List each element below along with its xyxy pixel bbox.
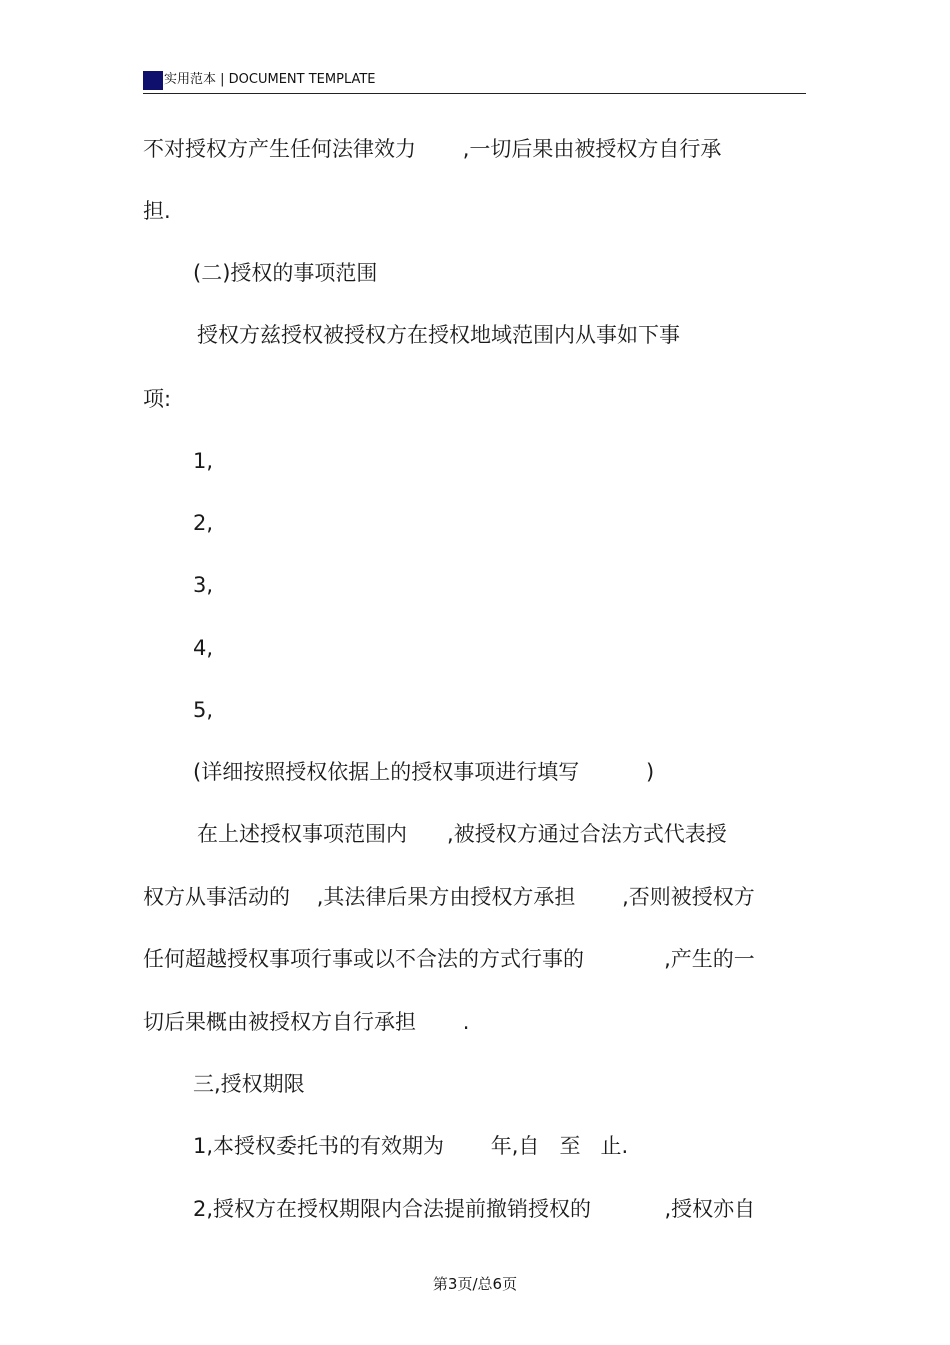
body-line-11: (详细按照授权依据上的授权事项进行填写 ): [193, 760, 655, 784]
header-separator: |: [216, 72, 229, 87]
header-brand: 实用范本: [164, 72, 217, 87]
brand-logo-icon: [143, 71, 163, 90]
page-header: [143, 68, 806, 94]
body-line-17: 1,本授权委托书的有效期为 年,自 至 止.: [193, 1134, 629, 1158]
body-line-2: 担.: [143, 199, 171, 223]
section-heading-period: 三,授权期限: [193, 1072, 305, 1096]
header-rule: [143, 93, 806, 94]
list-item-5: 5,: [193, 698, 214, 722]
list-item-1: 1,: [193, 449, 214, 473]
page-number: 第3页/总6页: [432, 1275, 518, 1293]
body-line-5: 项:: [143, 387, 172, 411]
body-line-12: 在上述授权事项范围内 ,被授权方通过合法方式代表授: [197, 822, 727, 846]
header-text: [164, 71, 376, 89]
body-line-15: 切后果概由被授权方自行承担 .: [143, 1010, 470, 1034]
list-item-4: 4,: [193, 636, 214, 660]
body-line-4: 授权方兹授权被授权方在授权地域范围内从事如下事: [197, 323, 680, 347]
section-heading-scope: (二)授权的事项范围: [193, 261, 378, 285]
list-item-3: 3,: [193, 573, 214, 597]
list-item-2: 2,: [193, 511, 214, 535]
header-subtitle: DOCUMENT TEMPLATE: [228, 72, 376, 87]
body-line-13: 权方从事活动的 ,其法律后果方由授权方承担 ,否则被授权方: [143, 885, 755, 909]
body-line-14: 任何超越授权事项行事或以不合法的方式行事的 ,产生的一: [143, 947, 755, 971]
body-line-1: 不对授权方产生任何法律效力 ,一切后果由被授权方自行承: [143, 137, 722, 161]
body-line-18: 2,授权方在授权期限内合法提前撤销授权的 ,授权亦自: [193, 1197, 756, 1221]
